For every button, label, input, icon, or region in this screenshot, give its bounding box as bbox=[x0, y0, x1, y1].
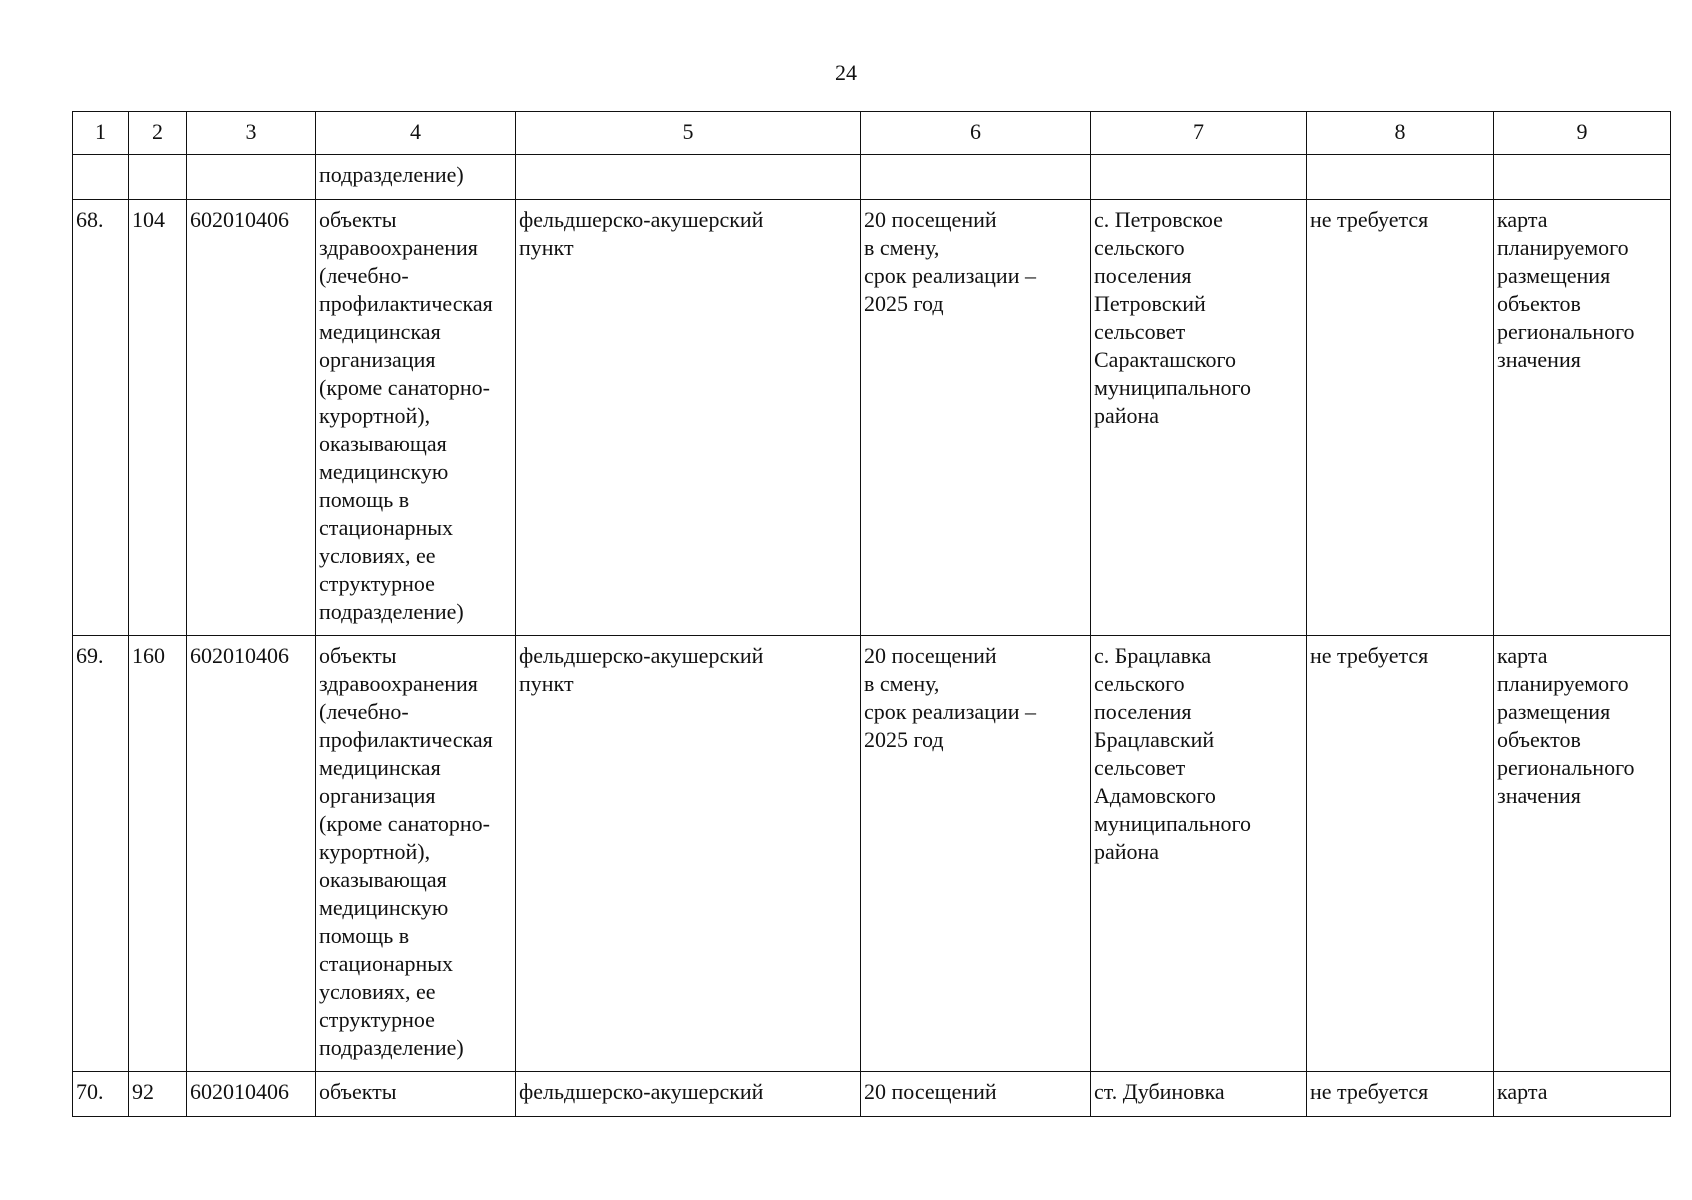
table-cell bbox=[861, 155, 1091, 200]
object-code: 602010406 bbox=[187, 200, 316, 636]
column-header: 7 bbox=[1091, 112, 1307, 155]
object-id: 104 bbox=[129, 200, 187, 636]
table-row bbox=[73, 1072, 1671, 1117]
row-number: 70. bbox=[73, 1072, 129, 1117]
object-characteristics: 20 посещений bbox=[861, 1072, 1091, 1117]
table-cell bbox=[73, 155, 129, 200]
object-name: фельдшерско-акушерский пункт bbox=[516, 636, 861, 1072]
column-header: 2 bbox=[129, 112, 187, 155]
column-header: 9 bbox=[1494, 112, 1671, 155]
column-header: 6 bbox=[861, 112, 1091, 155]
table-row bbox=[73, 200, 1671, 636]
table-cell bbox=[1494, 155, 1671, 200]
table-row bbox=[73, 636, 1671, 1072]
column-header: 8 bbox=[1307, 112, 1494, 155]
column-header: 1 bbox=[73, 112, 129, 155]
object-code: 602010406 bbox=[187, 1072, 316, 1117]
column-header: 5 bbox=[516, 112, 861, 155]
object-location: с. Петровское сельского поселения Петровский сельсовет Саракташского муниципального района bbox=[1091, 200, 1307, 636]
zone-requirement: не требуется bbox=[1307, 636, 1494, 1072]
planned-objects-table bbox=[72, 111, 1671, 1117]
row-number: 68. bbox=[73, 200, 129, 636]
object-location: с. Брацлавка сельского поселения Брацлавский сельсовет Адамовского муниципального района bbox=[1091, 636, 1307, 1072]
table-header-row bbox=[73, 112, 1671, 155]
object-type: объекты здравоохранения (лечебно- профилактическая медицинская организация (кроме санаторно- курортной), оказывающая медицинскую помощь в стационарных условиях, ее структурное подразделение) bbox=[316, 200, 516, 636]
continuation-row bbox=[73, 155, 1671, 200]
object-type: объекты здравоохранения (лечебно- профилактическая медицинская организация (кроме санаторно- курортной), оказывающая медицинскую помощь в стационарных условиях, ее структурное подразделение) bbox=[316, 636, 516, 1072]
table-cell bbox=[516, 155, 861, 200]
table-cell bbox=[1091, 155, 1307, 200]
map-reference: карта bbox=[1494, 1072, 1671, 1117]
table-cell bbox=[1307, 155, 1494, 200]
object-id: 92 bbox=[129, 1072, 187, 1117]
table-cell bbox=[187, 155, 316, 200]
map-reference: карта планируемого размещения объектов регионального значения bbox=[1494, 636, 1671, 1072]
object-characteristics: 20 посещений в смену, срок реализации – 2025 год bbox=[861, 636, 1091, 1072]
object-location: ст. Дубиновка bbox=[1091, 1072, 1307, 1117]
object-characteristics: 20 посещений в смену, срок реализации – 2025 год bbox=[861, 200, 1091, 636]
page-number: 24 bbox=[835, 60, 857, 85]
zone-requirement: не требуется bbox=[1307, 1072, 1494, 1117]
table-cell bbox=[129, 155, 187, 200]
column-header: 3 bbox=[187, 112, 316, 155]
zone-requirement: не требуется bbox=[1307, 200, 1494, 636]
row-number: 69. bbox=[73, 636, 129, 1072]
object-type: объекты bbox=[316, 1072, 516, 1117]
object-code: 602010406 bbox=[187, 636, 316, 1072]
object-id: 160 bbox=[129, 636, 187, 1072]
column-header: 4 bbox=[316, 112, 516, 155]
object-name: фельдшерско-акушерский пункт bbox=[516, 200, 861, 636]
table-cell: подразделение) bbox=[316, 155, 516, 200]
object-name: фельдшерско-акушерский bbox=[516, 1072, 861, 1117]
map-reference: карта планируемого размещения объектов регионального значения bbox=[1494, 200, 1671, 636]
